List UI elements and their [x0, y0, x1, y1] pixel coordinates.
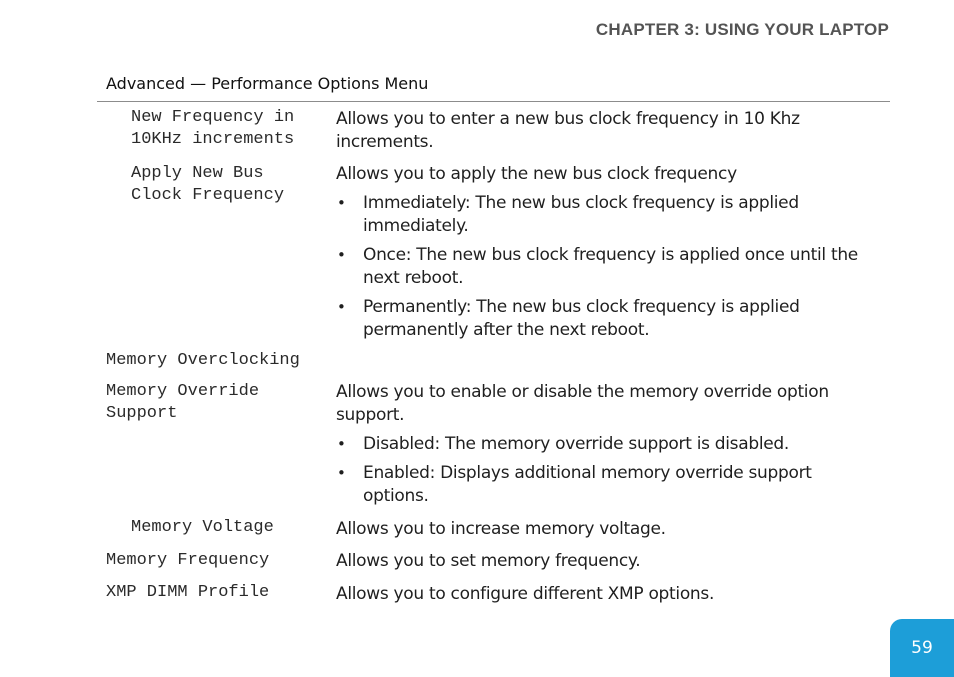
option-desc-new-frequency: Allows you to enter a new bus clock frequency in 10 Khz increments. — [336, 109, 800, 152]
bullet-text: Disabled: The memory override support is disabled. — [363, 434, 790, 454]
bullet-text: Enabled: Displays additional memory override support options. — [363, 463, 812, 506]
option-desc-memory-override: Allows you to enable or disable the memory override option support. — [336, 382, 829, 425]
list-item — [336, 462, 881, 508]
option-label-memory-frequency: Memory Frequency — [106, 551, 270, 570]
list-item — [336, 192, 881, 238]
title-divider — [97, 101, 890, 102]
section-label-memory-overclocking: Memory Overclocking — [106, 351, 300, 370]
option-desc-memory-frequency: Allows you to set memory frequency. — [336, 551, 641, 571]
option-label-memory-override: Memory Override Support — [106, 382, 260, 423]
option-desc-apply-new-bus: Allows you to apply the new bus clock frequency — [336, 164, 737, 184]
bullet-text: Once: The new bus clock frequency is applied once until the next reboot. — [363, 245, 858, 288]
option-desc-memory-voltage: Allows you to increase memory voltage. — [336, 519, 666, 539]
apply-new-bus-options-list — [336, 192, 881, 342]
option-label-memory-voltage: Memory Voltage — [131, 518, 274, 537]
page-number-tab — [890, 619, 954, 677]
chapter-header: CHAPTER 3: USING YOUR LAPTOP — [595, 20, 889, 39]
option-desc-xmp-dimm-profile: Allows you to configure different XMP options. — [336, 584, 715, 604]
bullet-icon: • — [337, 435, 346, 453]
bullet-text: Immediately: The new bus clock frequency is applied immediately. — [363, 193, 799, 236]
bullet-icon: • — [337, 246, 346, 264]
section-title: Advanced — Performance Options Menu — [106, 74, 429, 93]
option-label-xmp-dimm-profile: XMP DIMM Profile — [106, 583, 270, 602]
list-item — [336, 244, 881, 290]
list-item — [336, 433, 881, 456]
memory-override-options-list — [336, 433, 881, 508]
list-item — [336, 296, 881, 342]
bullet-text: Permanently: The new bus clock frequency is applied permanently after the next reboot. — [363, 297, 800, 340]
option-label-apply-new-bus: Apply New Bus Clock Frequency — [131, 164, 285, 205]
bullet-icon: • — [337, 194, 346, 212]
bullet-icon: • — [337, 298, 346, 316]
option-label-new-frequency: New Frequency in 10KHz increments — [131, 108, 295, 149]
bullet-icon: • — [337, 464, 346, 482]
page-number: 59 — [911, 638, 933, 658]
